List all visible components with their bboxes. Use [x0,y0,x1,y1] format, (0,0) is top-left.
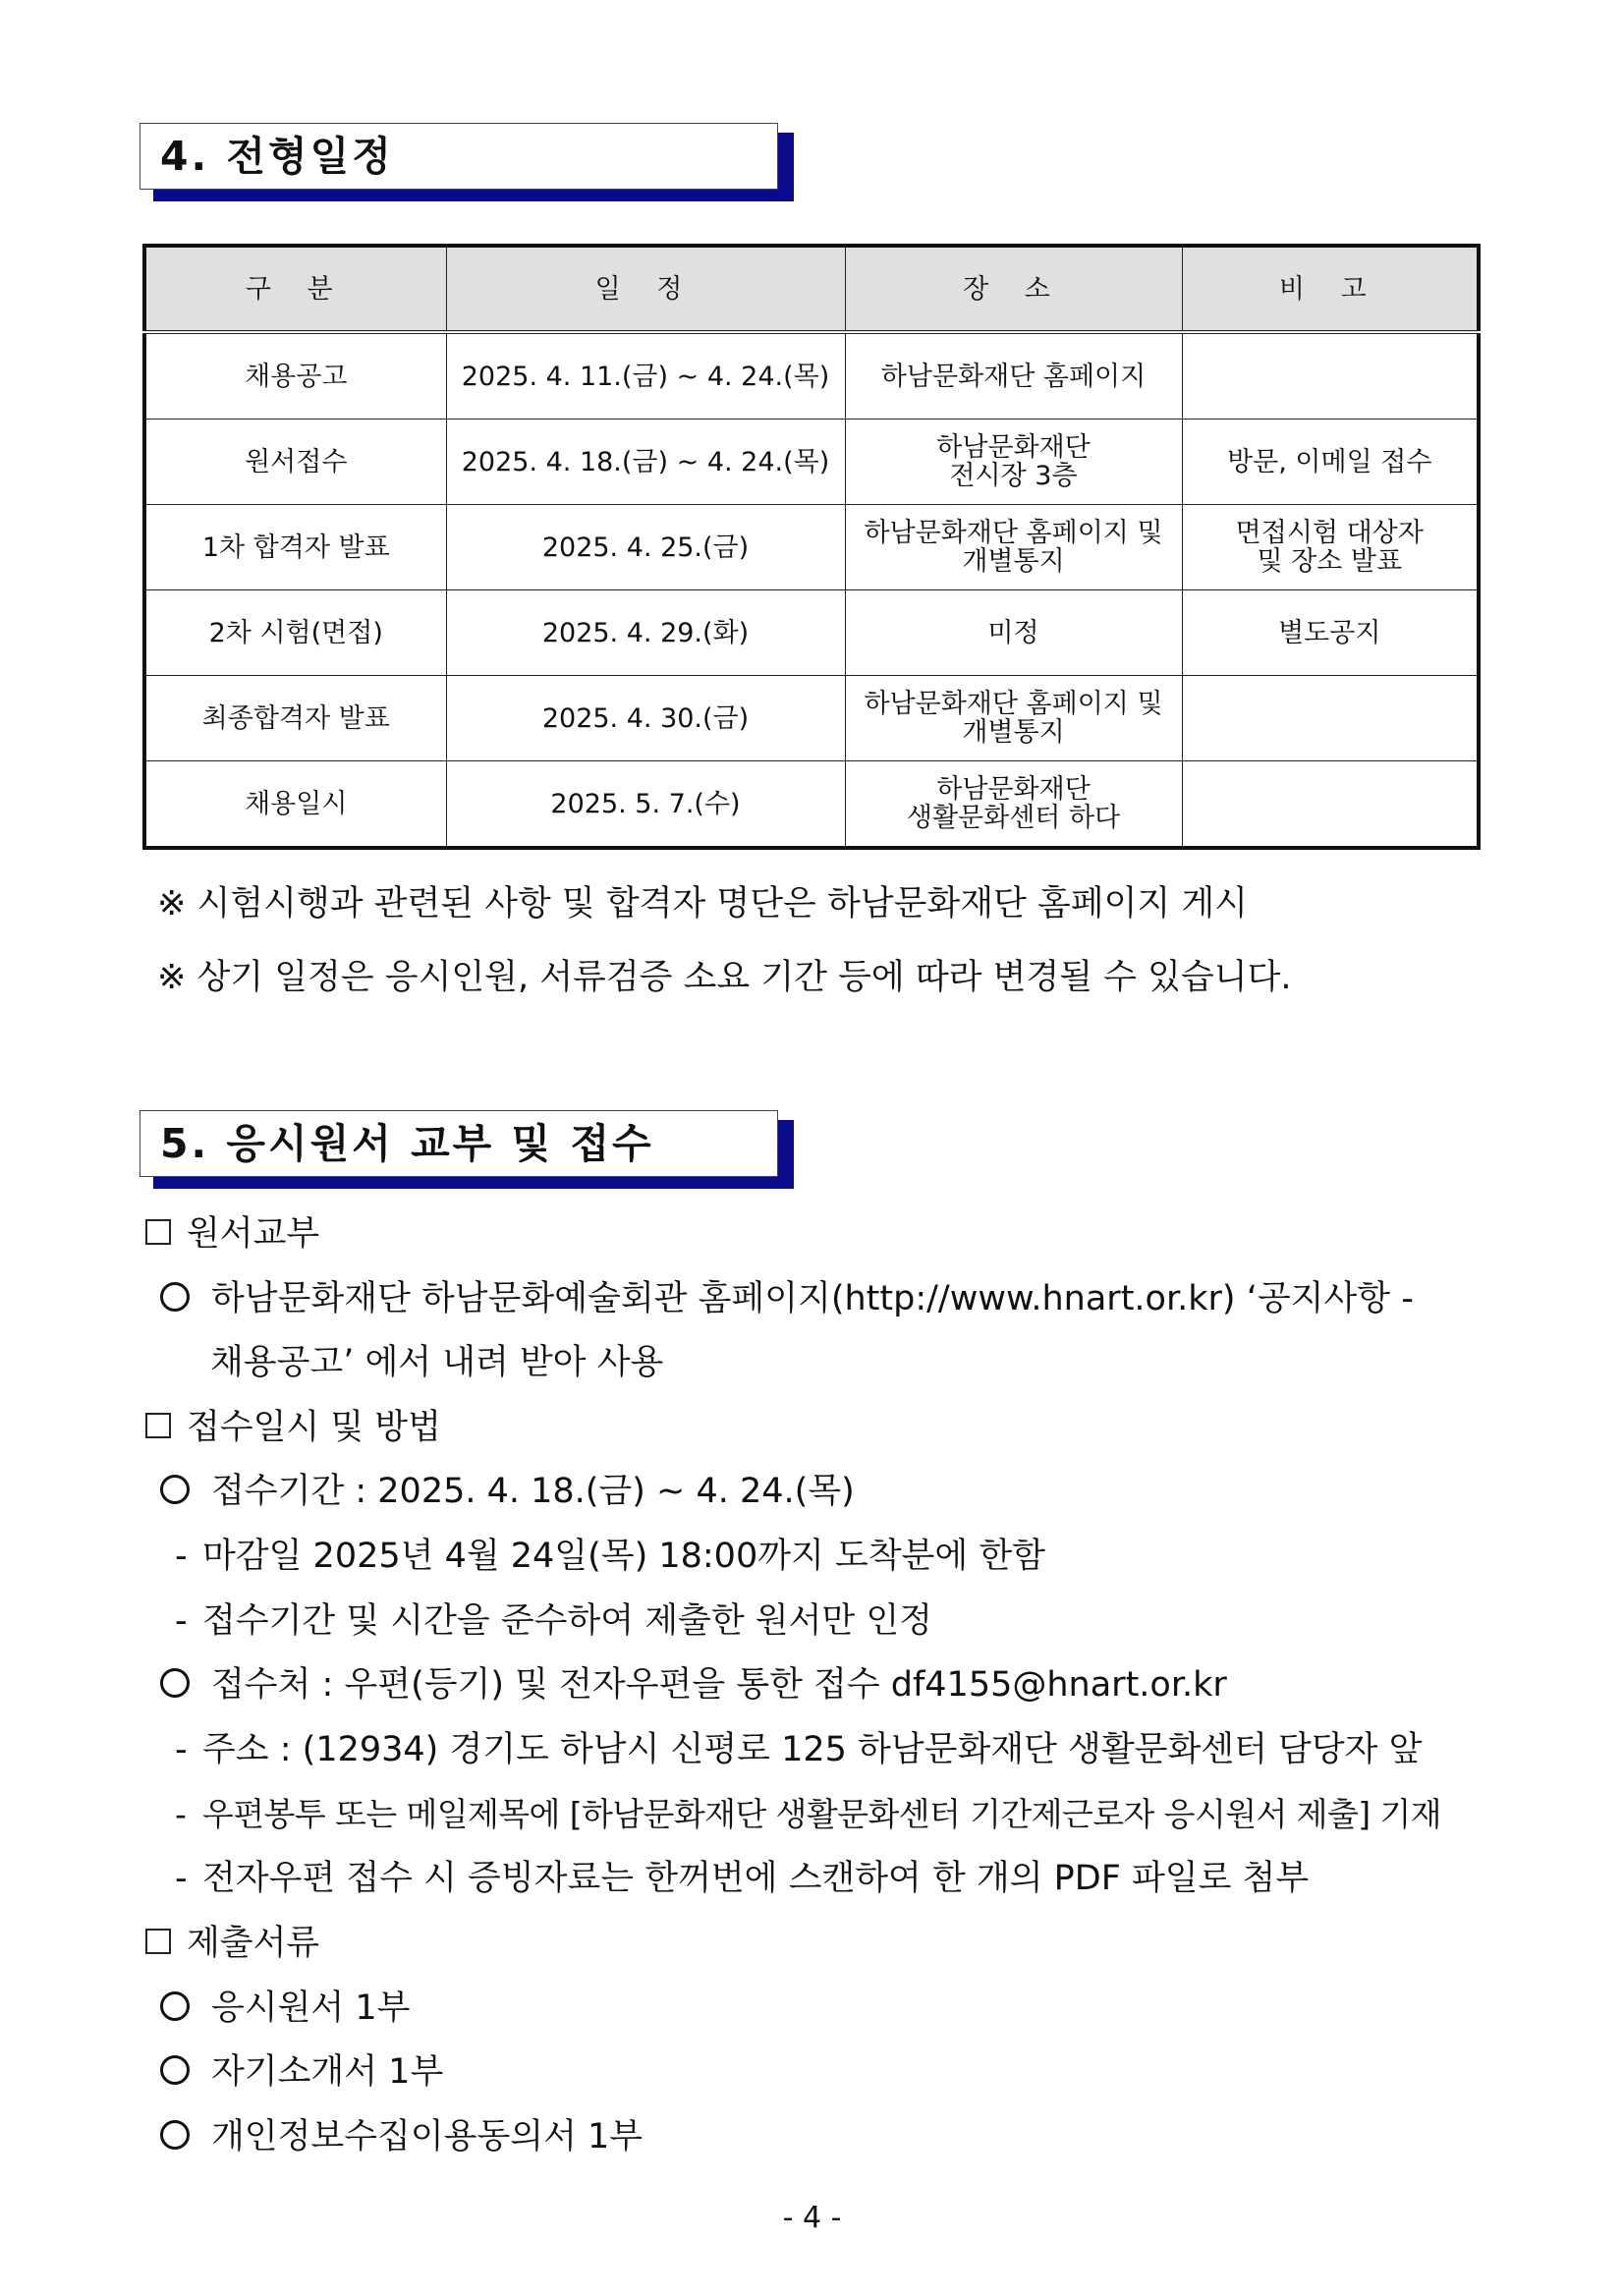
item-text: 접수처 : 우편(등기) 및 전자우편을 통한 접수 df4155@hnart.or.kr [211,1665,1227,1705]
date-cell: 2025. 4. 11.(금) ~ 4. 24.(목) [446,332,845,420]
date-cell: 2025. 5. 7.(수) [446,761,845,849]
item-text: 우편봉투 또는 메일제목에 [하남문화재단 생활문화센터 기간제근로자 응시원서 제출] 기재 [202,1795,1441,1833]
item-text: 전자우편 접수 시 증빙자료는 한꺼번에 스캔하여 한 개의 PDF 파일로 첨부 [202,1859,1310,1898]
note-cell [1182,676,1479,761]
note-cell [1182,420,1479,505]
subsection-reception [145,1408,441,1447]
list-item [160,1279,1414,1318]
table-row [144,761,1479,849]
place-cell [845,761,1182,849]
place-line: 하남문화재단 홈페이지 [880,361,1147,392]
note-cell [1182,332,1479,420]
section-4-title: 4. 전형일정 [140,123,778,190]
circle-bullet-icon [160,1282,190,1312]
header-date: 일 정 [446,246,845,332]
date-cell: 2025. 4. 25.(금) [446,505,845,590]
table-row [144,332,1479,420]
stage-cell: 최종합격자 발표 [144,676,446,761]
place-line: 하남문화재단 홈페이지 및 [864,518,1163,548]
sub-item: - 주소 : (12934) 경기도 하남시 신평로 125 하남문화재단 생활문화센터 담당자 앞 [175,1730,1423,1769]
schedule-note-1: ※ 시험시행과 관련된 사항 및 합격자 명단은 하남문화재단 홈페이지 게시 [157,884,1248,924]
place-line: 개별통지 [962,546,1065,577]
place-line: 전시장 3층 [949,461,1078,491]
place-cell [845,676,1182,761]
list-item [160,1472,855,1511]
table-header-row [144,246,1479,332]
subsection-title: 제출서류 [187,1924,320,1963]
place-line: 하남문화재단 [936,432,1091,463]
place-cell [845,420,1182,505]
circle-bullet-icon [160,1991,190,2021]
date-cell: 2025. 4. 18.(금) ~ 4. 24.(목) [446,420,845,505]
item-text: 접수기간 및 시간을 준수하여 제출한 원서만 인정 [202,1601,932,1641]
header-category: 구 분 [144,246,446,332]
list-item [160,2052,443,2092]
circle-bullet-icon [160,2055,190,2085]
stage-cell: 1차 합격자 발표 [144,505,446,590]
place-line: 미정 [987,617,1039,648]
checkbox-square-icon [145,1219,171,1245]
section-5-heading [140,1110,780,1179]
stage-cell: 채용공고 [144,332,446,420]
subsection-documents [145,1924,319,1963]
note-cell [1182,590,1479,676]
stage-cell: 원서접수 [144,420,446,505]
schedule-note-2: ※ 상기 일정은 응시인원, 서류검증 소요 기간 등에 따라 변경될 수 있습니다. [157,958,1292,997]
checkbox-square-icon [145,1413,171,1438]
list-item-continuation: 채용공고’ 에서 내려 받아 사용 [210,1343,664,1382]
circle-bullet-icon [160,2120,190,2150]
place-line: 개별통지 [962,717,1065,748]
note-line: 면접시험 대상자 [1235,518,1424,548]
table-row [144,676,1479,761]
circle-bullet-icon [160,1668,190,1698]
place-cell [845,590,1182,676]
sub-item: - 마감일 2025년 4월 24일(목) 18:00까지 도착분에 한함 [175,1537,1045,1576]
header-place: 장 소 [845,246,1182,332]
note-cell [1182,505,1479,590]
item-text: 하남문화재단 하남문화예술회관 홈페이지(http://www.hnart.or.kr) ‘공지사항 - [211,1279,1414,1318]
place-line: 하남문화재단 [936,774,1091,805]
place-cell [845,505,1182,590]
item-text: 마감일 2025년 4월 24일(목) 18:00까지 도착분에 한함 [202,1537,1045,1576]
sub-item: - 접수기간 및 시간을 준수하여 제출한 원서만 인정 [175,1601,932,1641]
sub-item: - 전자우편 접수 시 증빙자료는 한꺼번에 스캔하여 한 개의 PDF 파일로 첨부 [175,1859,1310,1898]
subsection-title: 원서교부 [187,1214,320,1254]
stage-cell: 2차 시험(면접) [144,590,446,676]
list-item [160,2117,643,2156]
table-row [144,590,1479,676]
stage-cell: 채용일시 [144,761,446,849]
subsection-title: 접수일시 및 방법 [187,1408,441,1447]
note-line: 및 장소 발표 [1257,546,1403,577]
subsection-form-distribution [145,1214,319,1254]
section-4-heading [140,123,780,192]
item-text: 자기소개서 1부 [211,2052,444,2092]
table-row [144,420,1479,505]
date-cell: 2025. 4. 30.(금) [446,676,845,761]
note-line: 방문, 이메일 접수 [1227,446,1432,477]
schedule-table [142,244,1481,850]
sub-item: - 우편봉투 또는 메일제목에 [하남문화재단 생활문화센터 기간제근로자 응시원서 제출] 기재 [175,1795,1441,1833]
date-cell: 2025. 4. 29.(화) [446,590,845,676]
page-number: - 4 - [782,2201,842,2235]
note-line: 별도공지 [1278,617,1381,648]
place-line: 하남문화재단 홈페이지 및 [864,689,1163,719]
item-text: 주소 : (12934) 경기도 하남시 신평로 125 하남문화재단 생활문화센터 담당자 앞 [202,1730,1423,1769]
note-cell [1182,761,1479,849]
item-text: 응시원서 1부 [211,1988,411,2028]
item-text: 접수기간 : 2025. 4. 18.(금) ~ 4. 24.(목) [211,1472,855,1511]
item-text: 개인정보수집이용동의서 1부 [211,2117,644,2156]
checkbox-square-icon [145,1929,171,1954]
list-item [160,1988,410,2028]
circle-bullet-icon [160,1475,190,1504]
place-cell [845,332,1182,420]
header-note: 비 고 [1182,246,1479,332]
section-5-title: 5. 응시원서 교부 및 접수 [140,1110,778,1177]
list-item [160,1665,1227,1705]
place-line: 생활문화센터 하다 [906,803,1121,833]
table-row [144,505,1479,590]
